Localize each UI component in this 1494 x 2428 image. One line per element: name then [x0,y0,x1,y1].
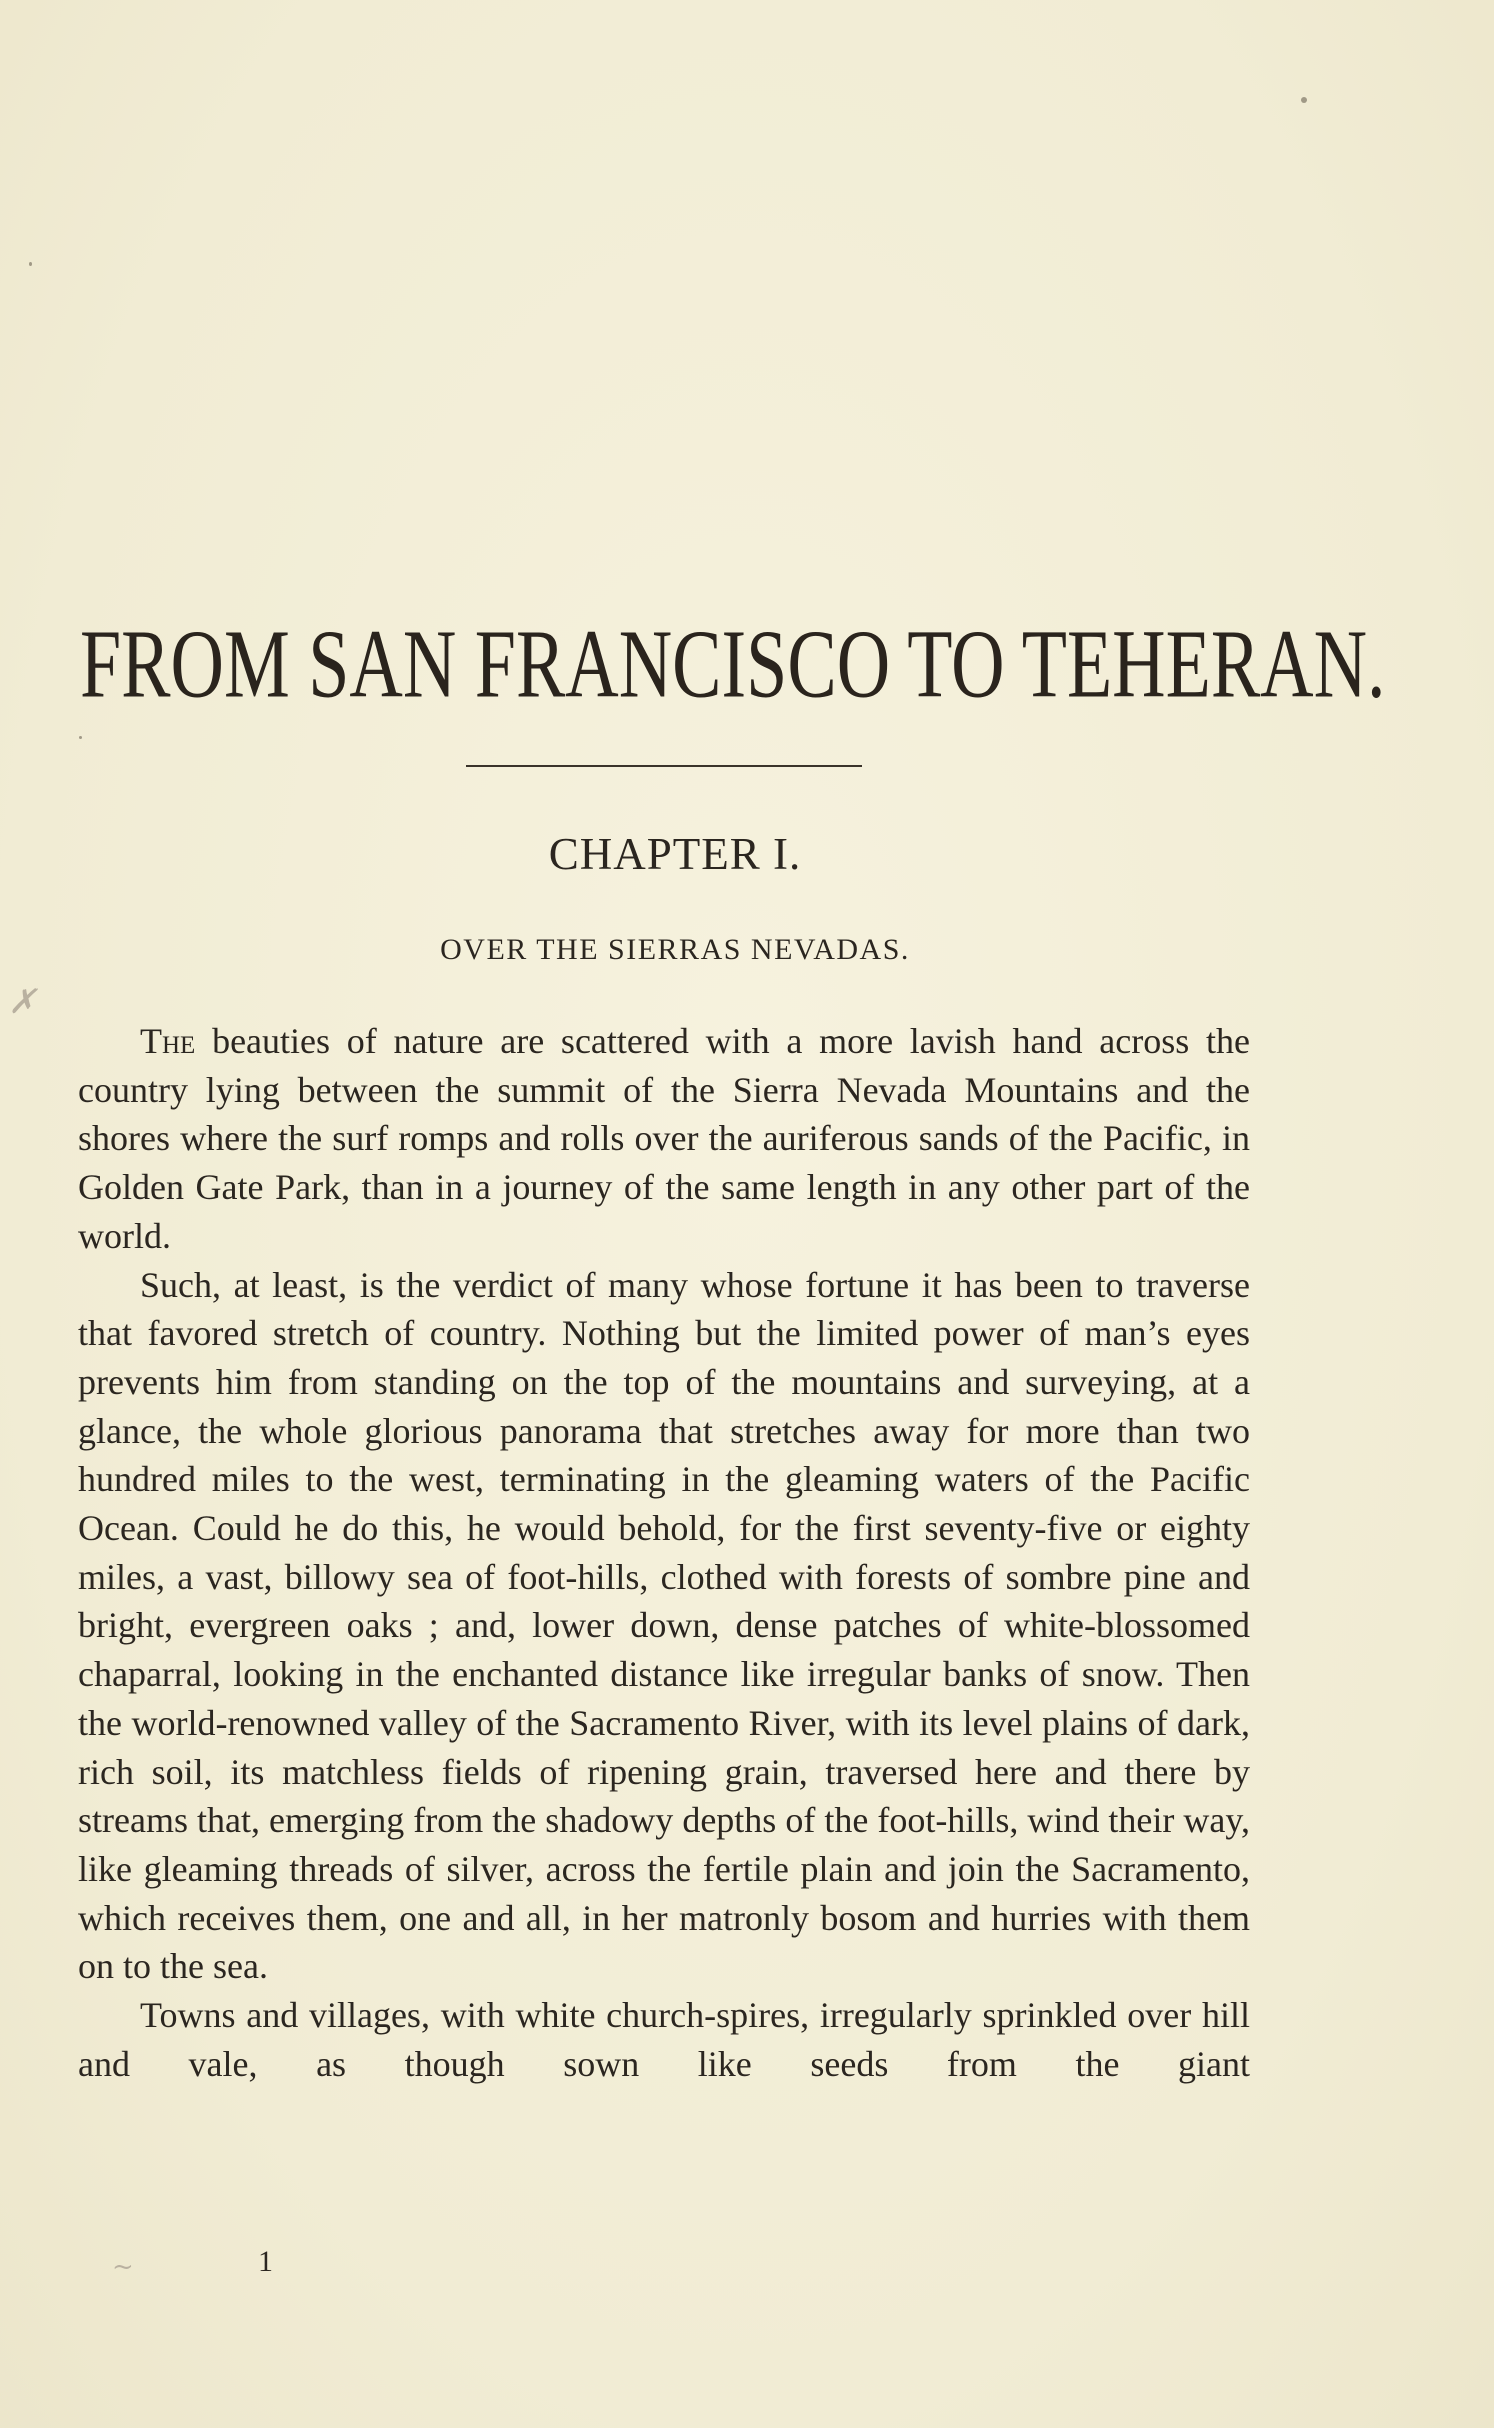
ink-speck [29,262,32,266]
paragraph-lead-word: The [140,1021,196,1061]
ink-speck [1301,97,1307,103]
paragraph-text: beauties of nature are scattered with a more lavish hand across the country lying between the summit of the Sierra Nevada Mountains and the shores where the surf romps and rolls over the auriferous sands of the Pacific, in Golden Gate Park, than in a journey of the same length in any other part of the world. [78,1021,1250,1256]
book-title: FROM SAN FRANCISCO TO TEHERAN. [80,610,1386,719]
paragraph [78,1017,1250,1261]
title-divider-rule [466,765,862,767]
chapter-number: CHAPTER I. [548,829,802,879]
paragraph: Such, at least, is the verdict of many whose fortune it has been to traverse that favored stretch of country. Nothing but the limited power of man’s eyes prevents him from standing on the top of the mountains and surveying, at a glance, the whole glorious panorama that stretches away for more than two hundred miles to the west, terminating in the gleaming waters of the Pacific Ocean. Could he do this, he would behold, for the first seventy-five or eighty miles, a vast, billowy sea of foot-hills, clothed with forests of sombre pine and bright, evergreen oaks ; and, lower down, dense patches of white-blossomed chaparral, looking in the enchanted distance like irregular banks of snow. Then the world-renowned valley of the Sacramento River, with its level plains of dark, rich soil, its matchless fields of ripening grain, traversed here and there by streams that, emerging from the shadowy depths of the foot-hills, wind their way, like gleaming threads of silver, across the fertile plain and join the Sacramento, which receives them, one and all, in her matronly bosom and hurries with them on to the sea. [78,1264,1250,1987]
chapter-title: OVER THE SIERRAS NEVADAS. [440,933,910,966]
margin-pencil-mark: ✗ [8,982,37,1022]
page-number: 1 [258,2245,273,2278]
ink-speck [79,736,82,739]
margin-pencil-mark: ~ [112,2252,134,2282]
body-text [78,1017,1250,2088]
paragraph: Towns and villages, with white church-spires, irregularly sprinkled over hill and vale, as though sown like seeds from the giant [78,1995,1250,2084]
